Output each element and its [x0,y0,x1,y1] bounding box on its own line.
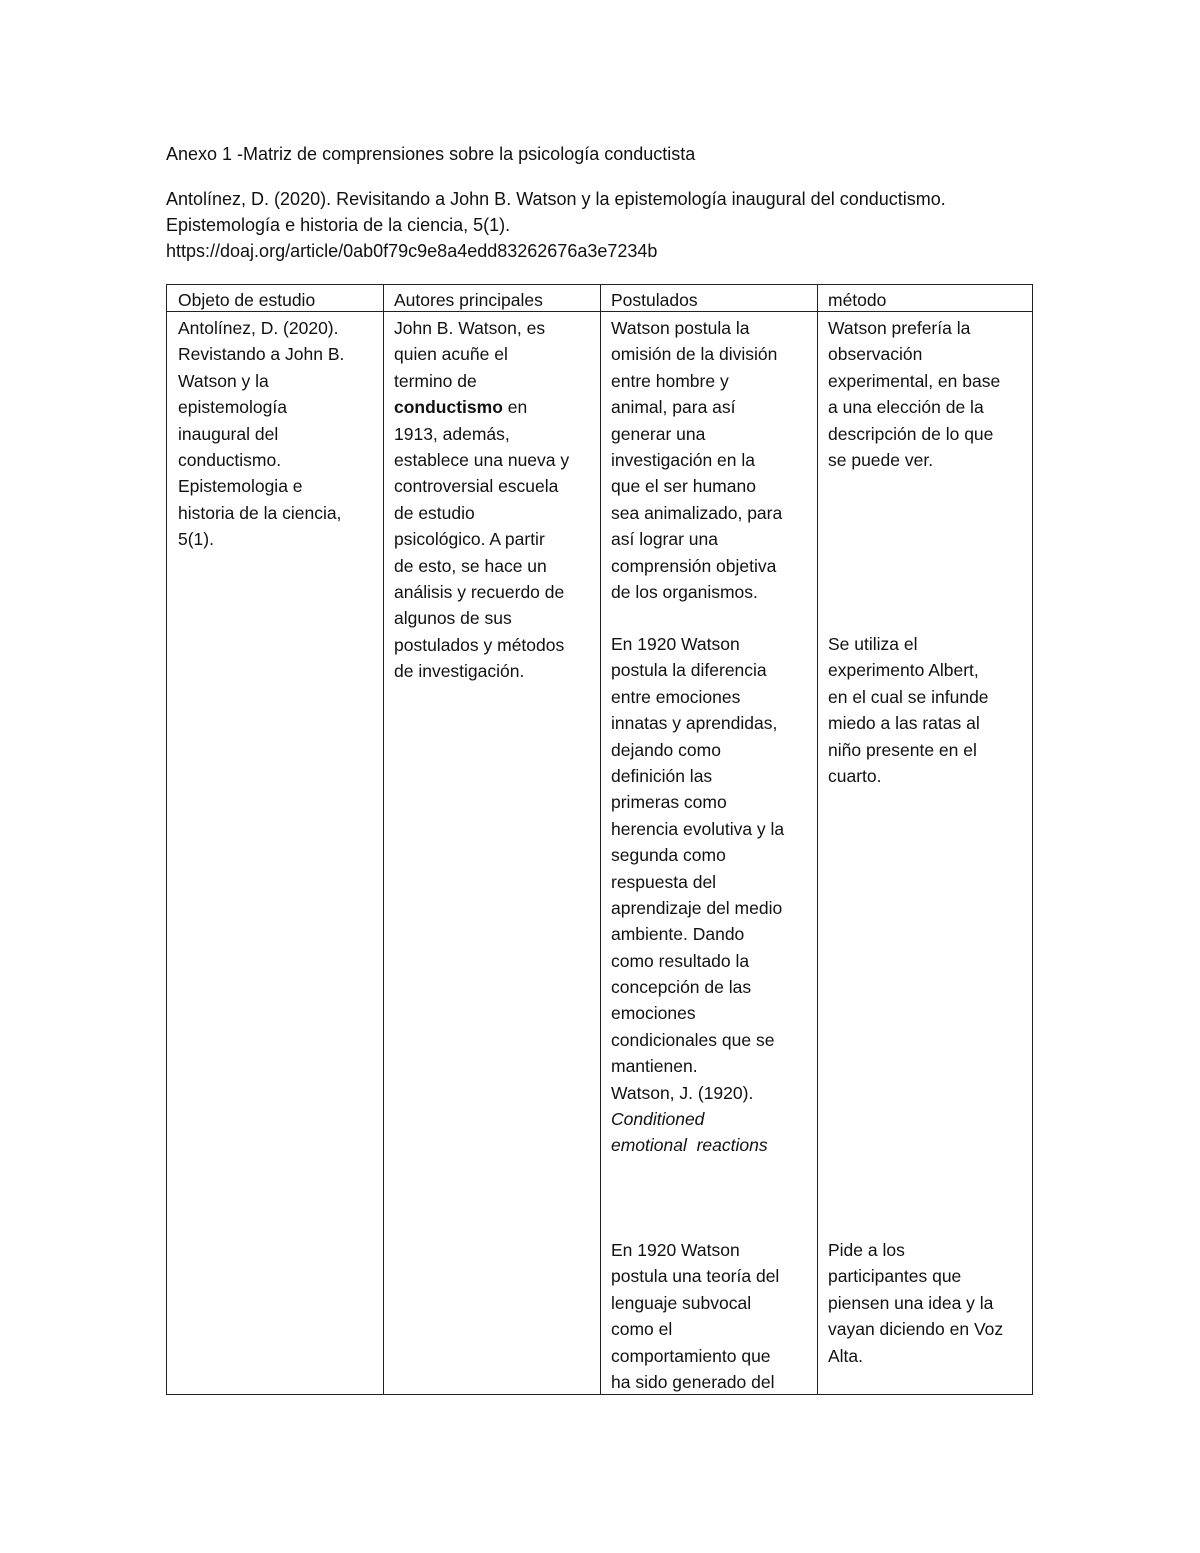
cell-line: Se utiliza el [828,634,918,654]
column-divider [600,285,601,1394]
cell-line: investigación en la [611,449,755,470]
cell-line: entre emociones [611,686,741,707]
cell-line: vayan diciendo en Voz [828,1319,1004,1340]
cell-line: Watson postula la [611,318,750,338]
cell-line: de los organismos. [611,581,758,602]
bold-term: conductismo [394,397,503,418]
cell-line: entre hombre y [611,370,729,391]
cell-line: postula la diferencia [611,660,767,681]
cell-line: historia de la ciencia, [178,502,342,523]
cell-line: definición las [611,765,713,786]
cell-line: experimento Albert, [828,660,979,681]
cell-line: así lograr una [611,529,719,550]
header-autores: Autores principales [394,290,543,310]
cell-line: En 1920 Watson [611,634,740,654]
cell-line: ambiente. Dando [611,924,745,945]
cell-line: algunos de sus [394,608,512,629]
cell-line: Revistando a John B. [178,344,345,365]
cell-line: Watson prefería la [828,318,971,338]
cell-autores [394,315,569,684]
reference-line: Epistemología e historia de la ciencia, 5(1). [166,215,511,235]
header-postulados: Postulados [611,290,698,310]
header-divider [167,311,1032,312]
cell-line: lenguaje subvocal [611,1292,752,1313]
cell-line: de esto, se hace un [394,555,547,576]
reference-citation [166,186,1046,264]
cell-postulados-1 [611,315,782,605]
cell-line: comprensión objetiva [611,555,777,576]
cell-line: 5(1). [178,529,214,550]
cell-line: piensen una idea y la [828,1292,994,1313]
cell-line: generar una [611,423,706,444]
cell-line: sea animalizado, para [611,502,783,523]
italic-title-line: Conditioned [611,1109,705,1130]
cell-line: a una elección de la [828,397,984,418]
column-divider [817,285,818,1394]
cell-line: quien acuñe el [394,344,508,365]
cell-line: termino de [394,370,477,391]
column-divider [383,285,384,1394]
cell-line: Pide a los [828,1240,905,1260]
cell-line: primeras como [611,792,727,813]
cell-line: establece una nueva y [394,449,570,470]
italic-title-line: emotional reactions [611,1135,768,1156]
cell-postulados-3 [611,1237,779,1395]
cell-line: controversial escuela [394,476,559,497]
reference-line: Antolínez, D. (2020). Revisitando a John B. Watson y la epistemología inaugural del conductismo. [166,189,946,209]
cell-line: 1913, además, [394,423,510,444]
cell-line: que el ser humano [611,476,756,497]
cell-line: psicológico. A partir [394,529,545,550]
cell-line: postulados y métodos [394,634,565,655]
header-objeto: Objeto de estudio [178,290,316,310]
cell-line: miedo a las ratas al [828,713,980,734]
cell-line: participantes que [828,1266,962,1287]
reference-url: https://doaj.org/article/0ab0f79c9e8a4edd83262676a3e7234b [166,241,658,261]
cell-line: en el cual se infunde [828,686,989,707]
cell-line: conductismo. [178,449,282,470]
cell-line: dejando como [611,739,721,760]
cell-line: aprendizaje del medio [611,897,783,918]
cell-line: niño presente en el [828,739,977,760]
cell-line: inaugural del [178,423,279,444]
cell-line: de investigación. [394,661,525,682]
cell-metodo-2 [828,631,989,789]
cell-metodo-3 [828,1237,1003,1369]
cell-line: concepción de las [611,977,752,998]
cell-line: se puede ver. [828,449,934,470]
cell-line: animal, para así [611,397,736,418]
document-title: Anexo 1 -Matriz de comprensiones sobre la psicología conductista [166,144,696,164]
cell-line: Epistemologia e [178,476,303,497]
cell-line: John B. Watson, es [394,318,546,338]
cell-line: de estudio [394,502,475,523]
cell-line: descripción de lo que [828,423,994,444]
header-metodo: método [828,290,887,310]
cell-line: mantienen. [611,1056,698,1077]
cell-line: omisión de la división [611,344,778,365]
cell-line: como el [611,1319,673,1340]
cell-line: análisis y recuerdo de [394,581,565,602]
cell-line: En 1920 Watson [611,1240,740,1260]
cell-line: respuesta del [611,871,717,892]
cell-line: comportamiento que [611,1345,771,1366]
cell-line: cuarto. [828,765,882,786]
cell-line: segunda como [611,845,726,866]
cell-line: innatas y aprendidas, [611,713,778,734]
cell-line: experimental, en base [828,370,1001,391]
cell-line: herencia evolutiva y la [611,818,785,839]
cell-line: epistemología [178,397,287,418]
cell-line [394,394,569,420]
cell-line: postula una teoría del [611,1266,780,1287]
cell-line: ha sido generado del [611,1371,775,1392]
cell-objeto [178,315,344,553]
cell-line: condicionales que se [611,1029,775,1050]
cell-metodo-1 [828,315,1000,473]
cell-line: como resultado la [611,950,750,971]
cell-line: Alta. [828,1345,864,1366]
cell-line: emociones [611,1003,696,1024]
cell-line: Watson, J. (1920). [611,1082,754,1103]
cell-line: Watson y la [178,370,269,391]
cell-postulados-2 [611,631,784,1159]
cell-line: Antolínez, D. (2020). [178,318,339,338]
comprehension-matrix-table [166,284,1033,1395]
cell-line: observación [828,344,923,365]
cell-text: en [502,397,528,418]
